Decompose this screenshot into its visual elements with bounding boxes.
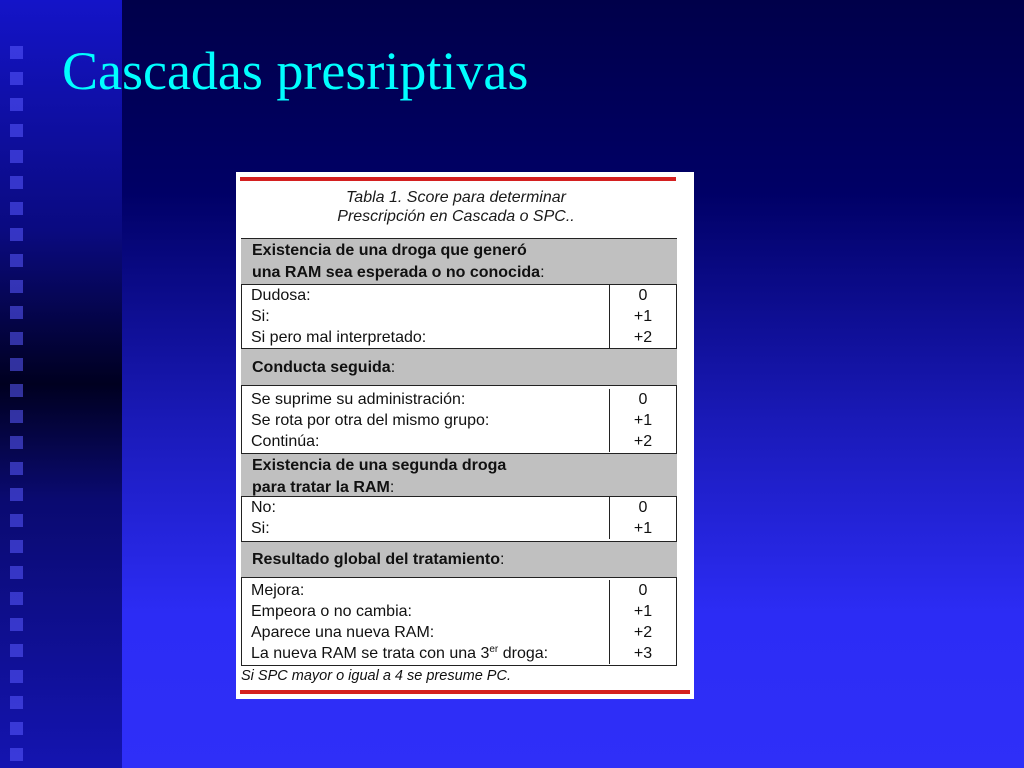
- table-row: [242, 497, 676, 518]
- row-score: +1: [609, 410, 676, 431]
- decorative-square: [10, 384, 23, 397]
- table-row: [242, 410, 676, 431]
- table-top-rule: [240, 177, 676, 181]
- section-header-line-1: Existencia de una droga que generó: [252, 242, 527, 259]
- decorative-square: [10, 254, 23, 267]
- table-bottom-rule: [240, 690, 690, 694]
- table-row: [242, 622, 676, 643]
- slide-title: Cascadas presriptivas: [62, 41, 529, 101]
- decorative-square: [10, 228, 23, 241]
- caption-line-2: Prescripción en Cascada o SPC..: [337, 208, 575, 225]
- decorative-square: [10, 410, 23, 423]
- decorative-square: [10, 176, 23, 189]
- row-label: No:: [251, 498, 276, 516]
- row-score: +1: [609, 518, 676, 539]
- table-row: [242, 327, 676, 348]
- decorative-square: [10, 358, 23, 371]
- decorative-square: [10, 618, 23, 631]
- row-label: Se rota por otra del mismo grupo:: [251, 411, 490, 429]
- section-header-conducta: [241, 348, 677, 386]
- row-label: Dudosa:: [251, 286, 311, 304]
- row-label: Empeora o no cambia:: [251, 602, 412, 620]
- row-label: [242, 645, 609, 663]
- decorative-square: [10, 332, 23, 345]
- section-rows-conducta: [241, 386, 677, 453]
- row-score: 0: [609, 580, 676, 601]
- table-row: [242, 518, 676, 539]
- section-header-line-2: una RAM sea esperada o no conocida: [252, 264, 541, 281]
- left-decorative-band: [0, 0, 122, 768]
- caption-line-1: Tabla 1. Score para determinar: [346, 189, 566, 206]
- row-score: +3: [609, 643, 676, 664]
- decorative-square: [10, 644, 23, 657]
- section-rows-resultado: [241, 578, 677, 666]
- decorative-square: [10, 280, 23, 293]
- section-header-colon: :: [389, 479, 395, 496]
- decorative-square: [10, 592, 23, 605]
- row-score: +2: [609, 327, 676, 348]
- row-label-text-end: droga:: [498, 644, 549, 662]
- table-row: [242, 601, 676, 622]
- table-footnote: Si SPC mayor o igual a 4 se presume PC.: [241, 668, 511, 684]
- decorative-square: [10, 670, 23, 683]
- row-score: +1: [609, 306, 676, 327]
- table-row: [242, 306, 676, 327]
- decorative-square: [10, 436, 23, 449]
- section-header-droga-ram: [241, 238, 677, 285]
- section-header-line-1: Resultado global del tratamiento: [252, 551, 501, 568]
- decorative-square: [10, 72, 23, 85]
- row-label: Si:: [251, 519, 270, 537]
- section-header-line-1: Conducta seguida: [252, 359, 391, 376]
- section-rows-droga-ram: [241, 285, 677, 348]
- decorative-square: [10, 514, 23, 527]
- decorative-square: [10, 748, 23, 761]
- score-table: [236, 172, 694, 699]
- decorative-square: [10, 124, 23, 137]
- section-header-segunda-droga: [241, 453, 677, 497]
- section-header-colon: :: [390, 359, 396, 376]
- section-header-colon: :: [500, 551, 505, 568]
- row-label: Mejora:: [251, 581, 305, 599]
- section-header-resultado: [241, 541, 677, 578]
- section-header-colon: :: [540, 264, 545, 281]
- table-row: [242, 389, 676, 410]
- section-rows-segunda-droga: [241, 497, 677, 541]
- section-header-line-1: Existencia de una segunda droga: [252, 457, 507, 474]
- row-score: +1: [609, 601, 676, 622]
- decorative-square: [10, 46, 23, 59]
- table-row: [242, 285, 676, 306]
- decorative-square: [10, 306, 23, 319]
- decorative-square: [10, 202, 23, 215]
- row-label: Continúa:: [251, 432, 320, 450]
- row-score: 0: [609, 389, 676, 410]
- row-score: +2: [609, 431, 676, 452]
- decorative-square: [10, 150, 23, 163]
- decorative-square: [10, 696, 23, 709]
- row-label: Aparece una nueva RAM:: [251, 623, 435, 641]
- row-label: Se suprime su administración:: [251, 390, 466, 408]
- decorative-square: [10, 488, 23, 501]
- decorative-square: [10, 722, 23, 735]
- row-label-text: La nueva RAM se trata con una 3: [251, 644, 490, 662]
- table-row: [242, 643, 676, 664]
- ordinal-superscript: er: [489, 643, 499, 655]
- row-label: Si:: [251, 307, 270, 325]
- decorative-squares: [0, 0, 36, 768]
- row-score: +2: [609, 622, 676, 643]
- table-row: [242, 580, 676, 601]
- decorative-square: [10, 462, 23, 475]
- row-score: 0: [609, 285, 676, 306]
- section-header-line-2: para tratar la RAM: [252, 479, 390, 496]
- table-row: [242, 431, 676, 452]
- decorative-square: [10, 540, 23, 553]
- table-caption: [236, 188, 676, 226]
- decorative-square: [10, 566, 23, 579]
- row-score: 0: [609, 497, 676, 518]
- row-label: Si pero mal interpretado:: [251, 328, 427, 346]
- decorative-square: [10, 98, 23, 111]
